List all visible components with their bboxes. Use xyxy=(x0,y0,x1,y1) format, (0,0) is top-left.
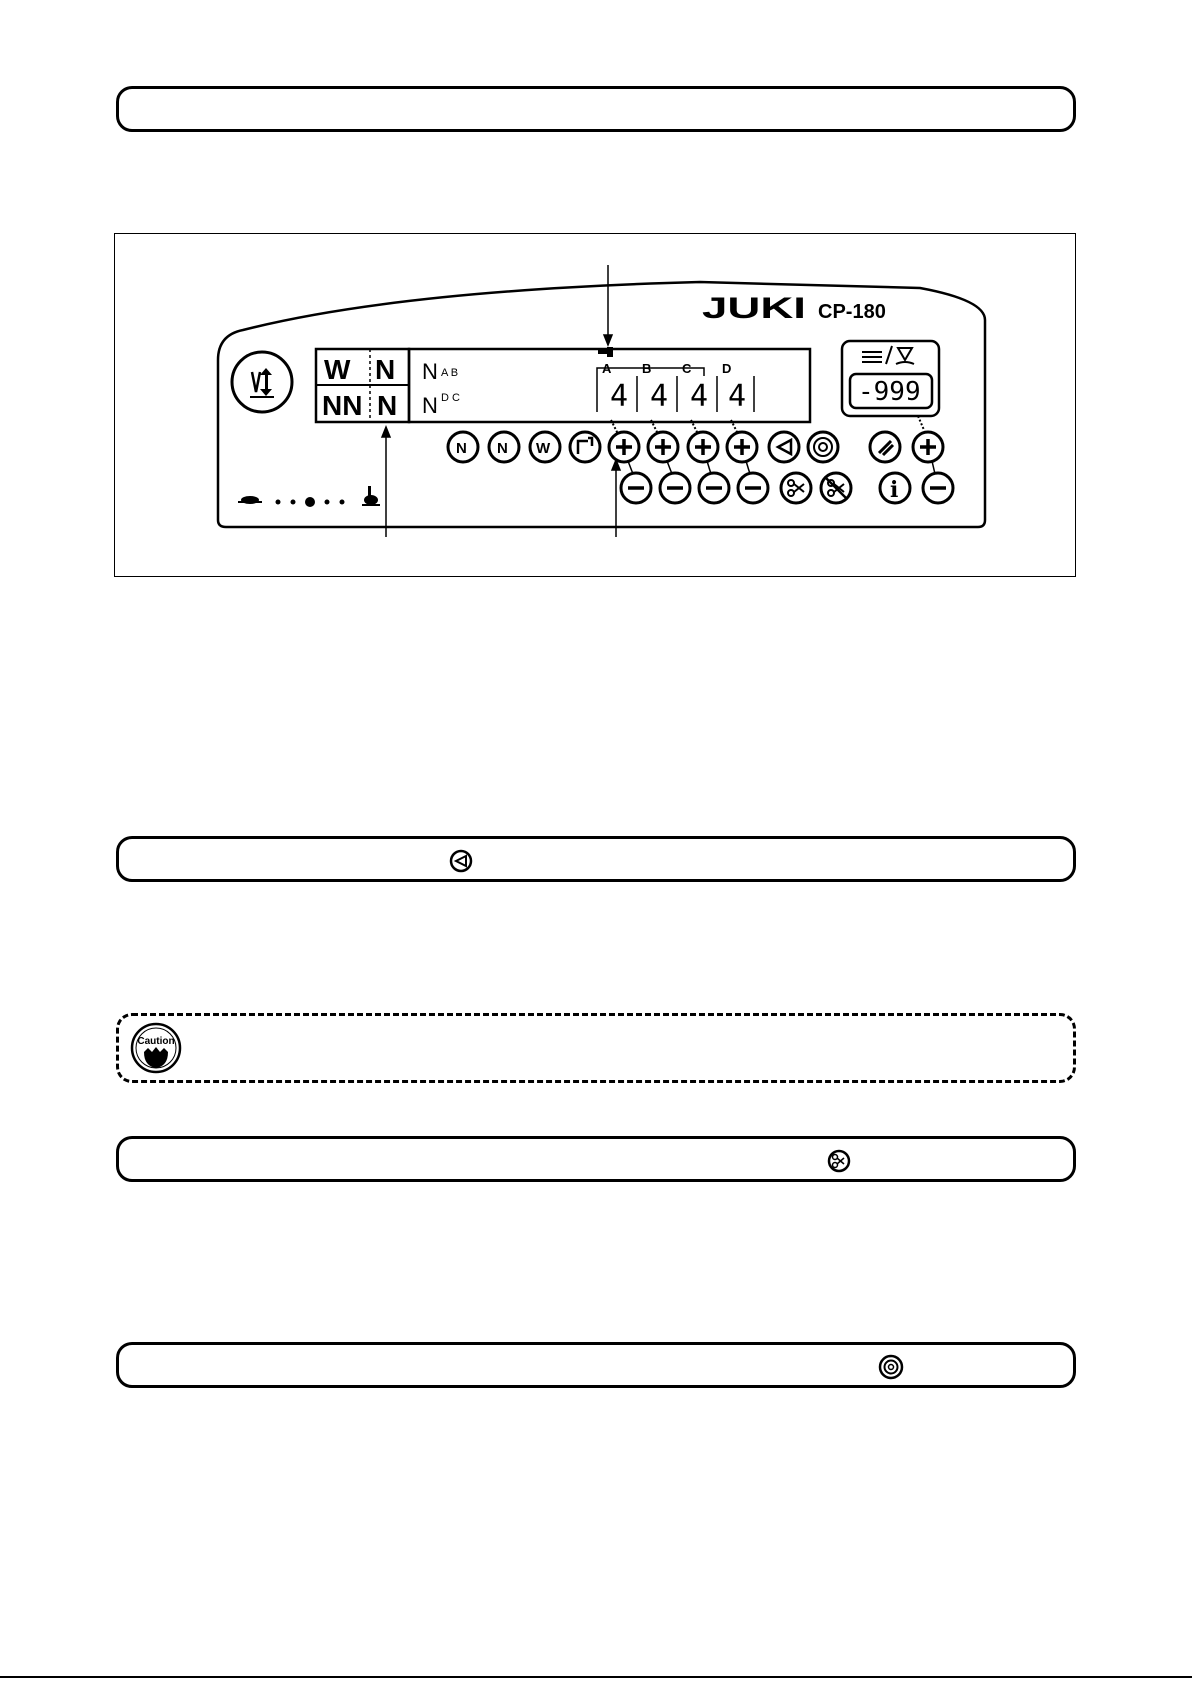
counter-mode-icon xyxy=(862,346,914,364)
svg-text:W: W xyxy=(324,354,351,385)
auto-button xyxy=(808,432,838,462)
callout-key xyxy=(604,265,612,345)
thread-trimming-icon xyxy=(827,1149,851,1173)
caution-icon xyxy=(130,1022,182,1074)
operation-panel-illustration xyxy=(0,0,1192,600)
one-shot-stitching-icon xyxy=(449,849,473,873)
reverse-start-icon: N xyxy=(456,440,467,457)
presser-foot-button xyxy=(570,432,600,462)
info-icon: i xyxy=(890,477,899,503)
presser-foot-icon xyxy=(578,438,592,454)
counter-value: -999 xyxy=(858,377,921,407)
svg-text:N: N xyxy=(375,354,396,385)
display-label-d: D xyxy=(722,361,732,376)
rabbit-icon xyxy=(362,486,380,505)
needle-up-down-button xyxy=(232,352,292,412)
display-label-b: B xyxy=(642,361,652,376)
display-label-c: C xyxy=(682,361,692,376)
model-label: CP-180 xyxy=(818,301,886,323)
speed-indicator xyxy=(238,486,380,507)
section-header-box-4 xyxy=(116,1342,1076,1388)
needle-up-down-icon xyxy=(250,368,274,398)
one-shot-button xyxy=(769,432,799,462)
caution-label: Caution xyxy=(137,1036,175,1047)
scissors-prohibit-icon xyxy=(826,478,846,498)
pattern-n-single-icon xyxy=(377,390,397,421)
auto-stitching-icon xyxy=(878,1354,904,1380)
svg-text:NN: NN xyxy=(322,390,363,421)
svg-text:N: N xyxy=(377,390,398,421)
display-label-a: A xyxy=(602,361,612,376)
reverse-end-icon: N xyxy=(497,440,508,457)
brand-logo xyxy=(702,292,806,325)
auto-icon xyxy=(814,438,832,456)
tortoise-icon xyxy=(238,496,262,504)
svg-text:JUKI: JUKI xyxy=(702,292,806,325)
footer-rule xyxy=(0,1676,1192,1678)
digit-d: 4 xyxy=(728,379,747,414)
callout-plus-a xyxy=(612,460,620,537)
caution-box xyxy=(116,1013,1076,1083)
digit-c: 4 xyxy=(690,379,709,414)
pattern-label-top: A B xyxy=(441,367,459,379)
section-header-box-3 xyxy=(116,1136,1076,1182)
pattern-label-bottom: D C xyxy=(441,392,460,404)
pattern-ww-icon xyxy=(322,390,362,421)
callout-pattern xyxy=(382,427,390,537)
pattern-diagram xyxy=(422,359,438,418)
digit-a: 4 xyxy=(610,379,629,414)
pattern-w-backtack-icon xyxy=(324,354,351,385)
digit-b: 4 xyxy=(650,379,669,414)
reset-icon xyxy=(879,441,893,455)
svg-text:N: N xyxy=(422,393,438,418)
pattern-n-backtack-icon xyxy=(375,354,395,385)
thread-trim-button xyxy=(781,473,811,503)
svg-text:N: N xyxy=(422,359,438,384)
overlap-stitch-icon: W xyxy=(536,440,551,457)
scissors-icon xyxy=(788,480,804,496)
section-header-box-2 xyxy=(116,836,1076,882)
one-shot-icon xyxy=(778,440,791,454)
